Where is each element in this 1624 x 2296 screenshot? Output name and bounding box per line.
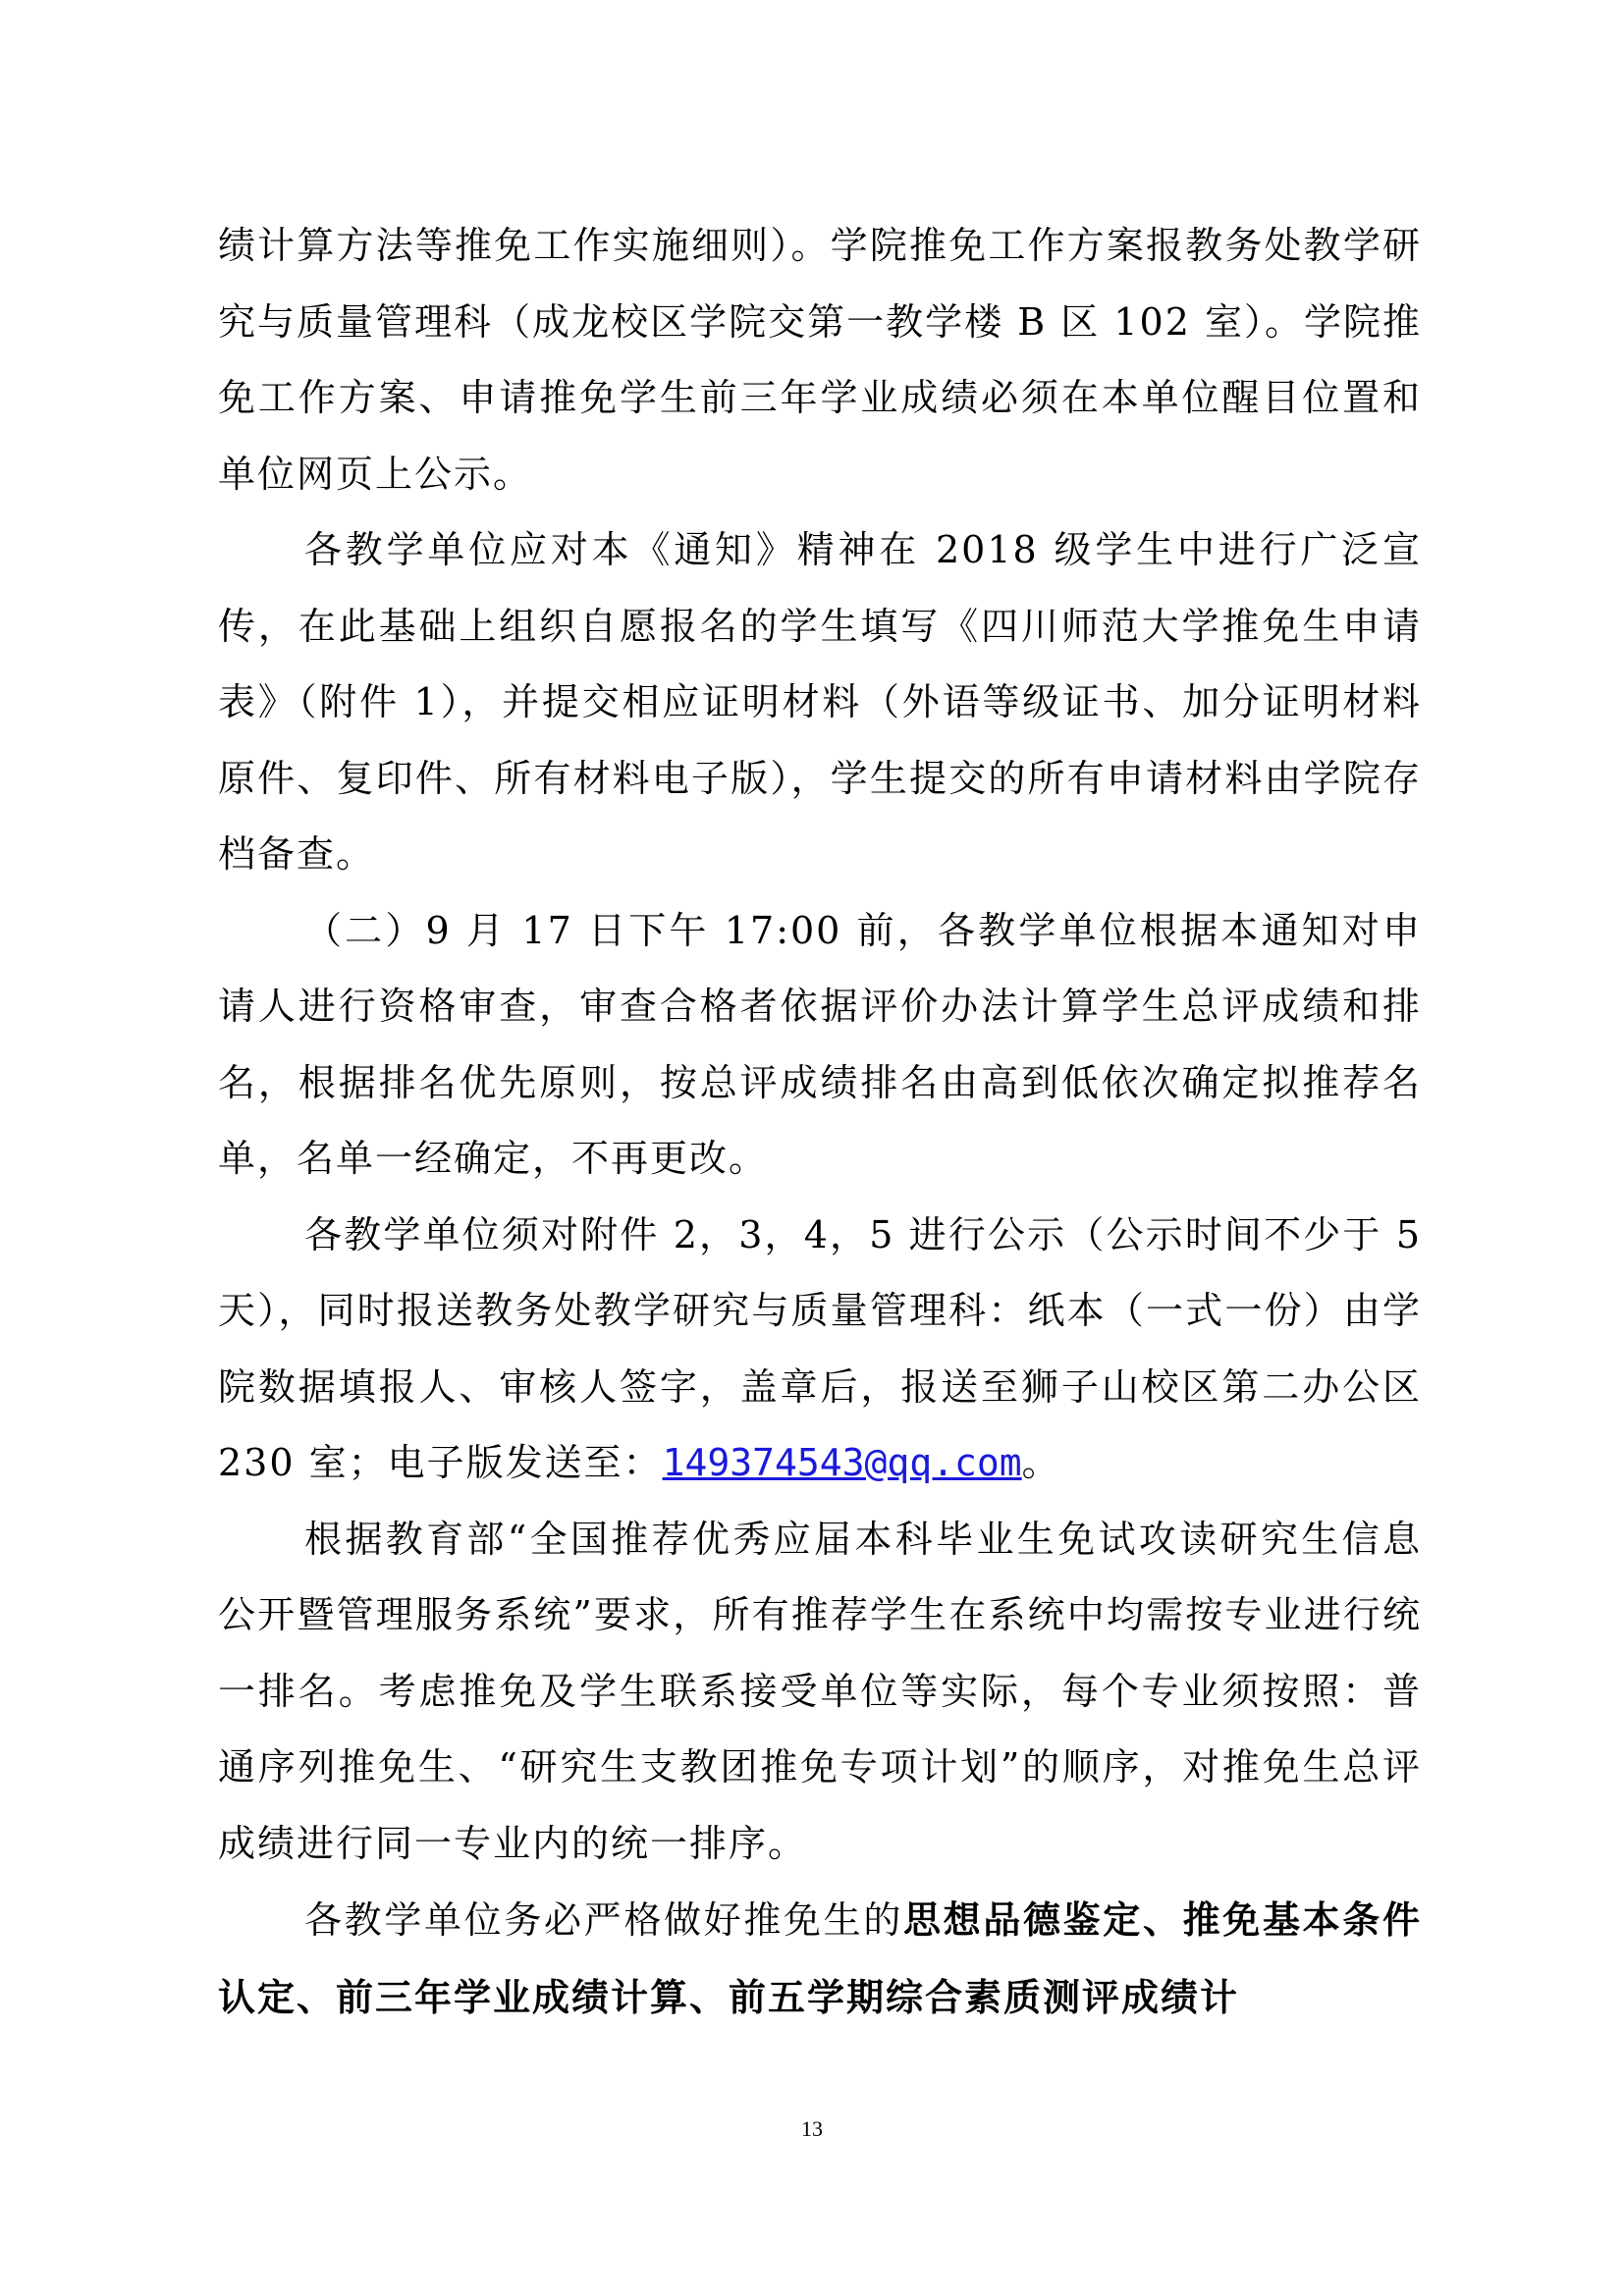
paragraph-5-text: 根据教育部“全国推荐优秀应届本科毕业生免试攻读研究生信息公开暨管理服务系统”要求，所有推荐学生在系统中均需按专业进行统一排名。考虑推免及学生联系接受单位等实际，每个专业须按照：普通序列推免生、“研究生支教团推免专项计划”的顺序，对推免生总评成绩进行同一专业内的统一排序。 bbox=[218, 1517, 1422, 1865]
paragraph-4 bbox=[218, 1198, 1422, 1502]
paragraph-4-text: 各教学单位须对附件 2，3，4，5 进行公示（公示时间不少于 5 天），同时报送教务处教学研究与质量管理科：纸本（一式一份）由学院数据填报人、审核人签字，盖章后，报送至狮子山校区第二办公区 230 室；电子版发送至： bbox=[218, 1212, 1422, 1484]
paragraph-6-text: 各教学单位务必严格做好推免生的 bbox=[304, 1898, 903, 1942]
paragraph-2-text: 各教学单位应对本《通知》精神在 2018 级学生中进行广泛宣传，在此基础上组织自愿报名的学生填写《四川师范大学推免生申请表》（附件 1），并提交相应证明材料（外语等级证书、加分证明材料原件、复印件、所有材料电子版），学生提交的所有申请材料由学院存档备查。 bbox=[218, 528, 1422, 876]
paragraph-3-text: （二）9 月 17 日下午 17:00 前，各教学单位根据本通知对申请人进行资格审查，审查合格者依据评价办法计算学生总评成绩和排名，根据排名优先原则，按总评成绩排名由高到低依次确定拟推荐名单，名单一经确定，不再更改。 bbox=[218, 908, 1422, 1180]
paragraph-6-bold-text: 思想品德鉴定、推免基本条件认定、前三年学业成绩计算、前五学期综合素质测评成绩计 bbox=[218, 1897, 1422, 2019]
paragraph-2 bbox=[218, 512, 1422, 893]
paragraph-1 bbox=[218, 208, 1422, 512]
paragraph-3 bbox=[218, 893, 1422, 1198]
paragraph-5 bbox=[218, 1502, 1422, 1883]
page-number: 13 bbox=[801, 2116, 823, 2141]
document-body bbox=[218, 208, 1422, 2036]
paragraph-4-end: 。 bbox=[1021, 1441, 1061, 1484]
paragraph-1-text: 绩计算方法等推免工作实施细则）。学院推免工作方案报教务处教学研究与质量管理科（成龙校区学院交第一教学楼 B 区 102 室）。学院推免工作方案、申请推免学生前三年学业成绩必须在本单位醒目位置和单位网页上公示。 bbox=[218, 224, 1422, 496]
email-link[interactable]: 149374543@qq.com bbox=[662, 1441, 1022, 1484]
paragraph-6 bbox=[218, 1882, 1422, 2036]
